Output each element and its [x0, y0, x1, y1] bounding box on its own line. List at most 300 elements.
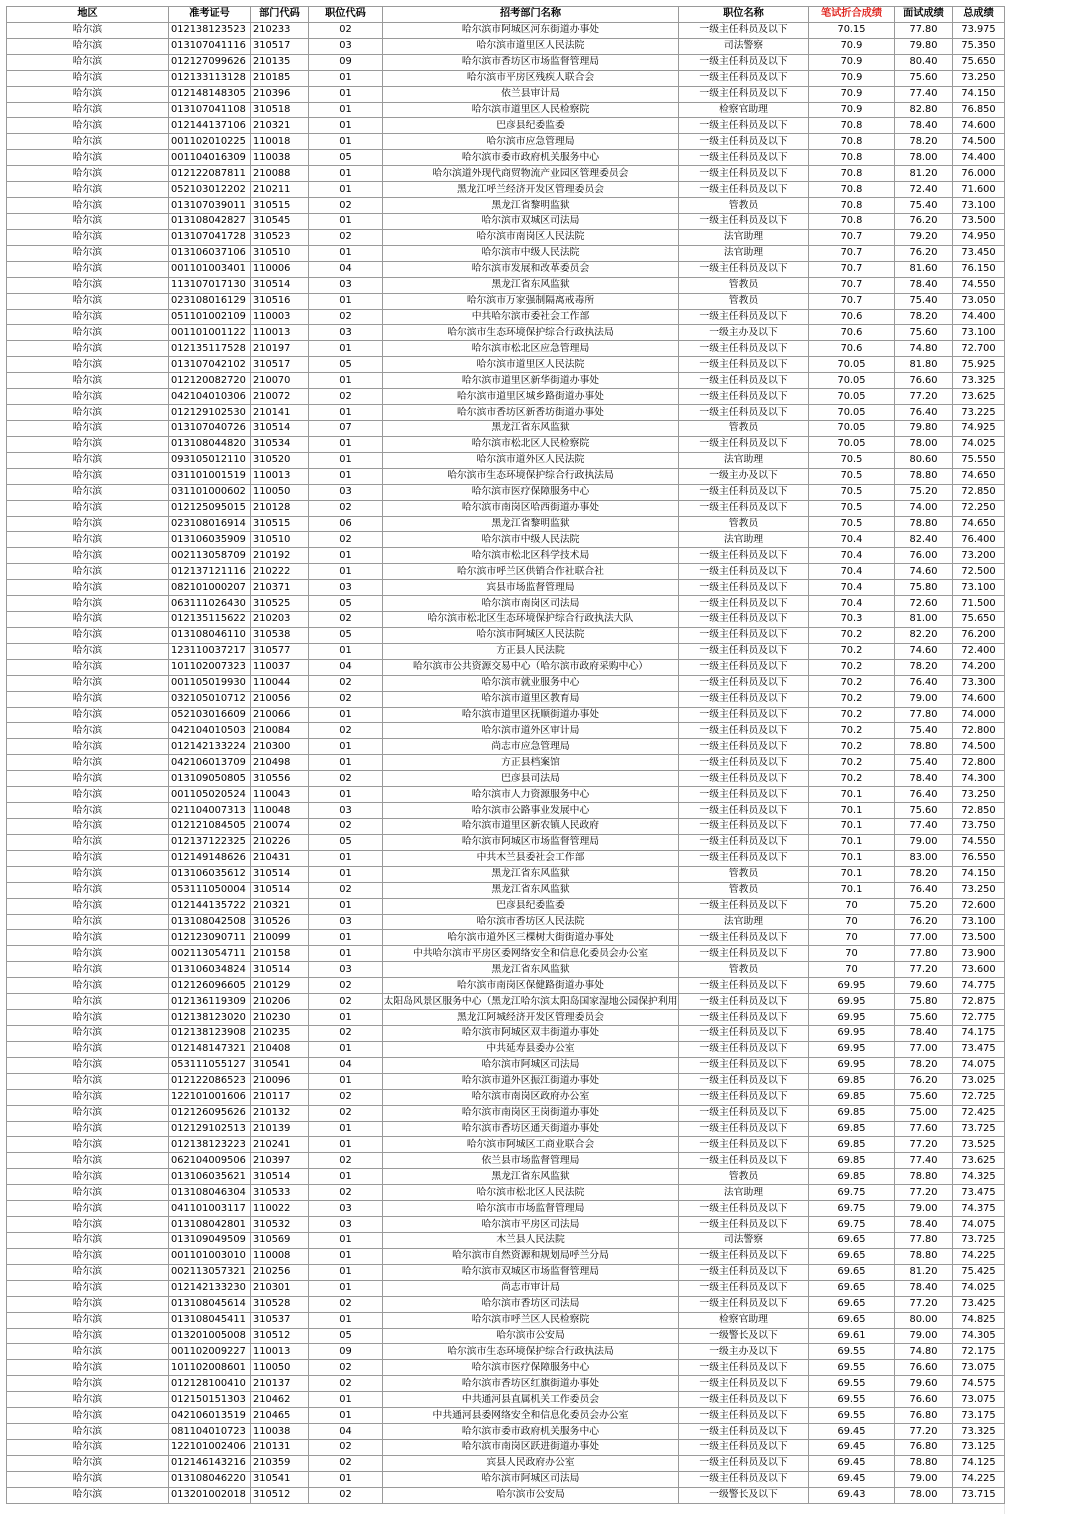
- cell-dept-name[interactable]: 中共通河县委网络安全和信息化委员会办公室: [383, 1408, 679, 1424]
- cell-total-score[interactable]: 74.225: [953, 1471, 1005, 1487]
- cell-dept-code[interactable]: 210185: [251, 70, 309, 86]
- cell-total-score[interactable]: 76.200: [953, 627, 1005, 643]
- cell-region[interactable]: 哈尔滨: [7, 229, 169, 245]
- cell-interview-score[interactable]: 78.20: [895, 309, 953, 325]
- cell-total-score[interactable]: 73.475: [953, 1041, 1005, 1057]
- cell-region[interactable]: 哈尔滨: [7, 277, 169, 293]
- cell-written-score[interactable]: 70.15: [809, 22, 895, 38]
- cell-total-score[interactable]: 73.025: [953, 1073, 1005, 1089]
- cell-position-code[interactable]: 02: [309, 309, 383, 325]
- cell-region[interactable]: 哈尔滨: [7, 198, 169, 214]
- cell-region[interactable]: 哈尔滨: [7, 612, 169, 628]
- cell-total-score[interactable]: 74.000: [953, 707, 1005, 723]
- cell-ticket-no[interactable]: 012122086523: [169, 1073, 251, 1089]
- cell-position-name[interactable]: 一级主任科员及以下: [679, 1105, 809, 1121]
- cell-position-name[interactable]: 一级主任科员及以下: [679, 1153, 809, 1169]
- cell-ticket-no[interactable]: 012137122325: [169, 834, 251, 850]
- cell-written-score[interactable]: 70.05: [809, 420, 895, 436]
- cell-region[interactable]: 哈尔滨: [7, 389, 169, 405]
- cell-written-score[interactable]: 70.2: [809, 627, 895, 643]
- cell-interview-score[interactable]: 75.60: [895, 325, 953, 341]
- header-written-score[interactable]: 笔试折合成绩: [809, 7, 895, 23]
- cell-dept-name[interactable]: 哈尔滨市道外区振江街道办事处: [383, 1073, 679, 1089]
- cell-position-code[interactable]: 02: [309, 1360, 383, 1376]
- cell-dept-name[interactable]: 黑龙江省东风监狱: [383, 962, 679, 978]
- cell-dept-code[interactable]: 210431: [251, 850, 309, 866]
- cell-ticket-no[interactable]: 001101001122: [169, 325, 251, 341]
- cell-total-score[interactable]: 74.575: [953, 1376, 1005, 1392]
- cell-position-code[interactable]: 02: [309, 22, 383, 38]
- cell-position-code[interactable]: 04: [309, 1424, 383, 1440]
- cell-ticket-no[interactable]: 032105010712: [169, 691, 251, 707]
- cell-interview-score[interactable]: 78.80: [895, 1455, 953, 1471]
- cell-total-score[interactable]: 74.025: [953, 436, 1005, 452]
- cell-dept-name[interactable]: 哈尔滨市应急管理局: [383, 134, 679, 150]
- cell-ticket-no[interactable]: 013201002018: [169, 1487, 251, 1503]
- cell-interview-score[interactable]: 75.40: [895, 755, 953, 771]
- cell-written-score[interactable]: 70.9: [809, 86, 895, 102]
- cell-written-score[interactable]: 70.9: [809, 102, 895, 118]
- cell-position-code[interactable]: 09: [309, 54, 383, 70]
- header-dept-code[interactable]: 部门代码: [251, 7, 309, 23]
- cell-position-name[interactable]: 一级主任科员及以下: [679, 1089, 809, 1105]
- cell-total-score[interactable]: 76.000: [953, 166, 1005, 182]
- cell-region[interactable]: 哈尔滨: [7, 819, 169, 835]
- cell-total-score[interactable]: 74.600: [953, 691, 1005, 707]
- cell-total-score[interactable]: 72.725: [953, 1089, 1005, 1105]
- cell-dept-code[interactable]: 310541: [251, 1057, 309, 1073]
- cell-position-code[interactable]: 02: [309, 1026, 383, 1042]
- cell-position-code[interactable]: 05: [309, 357, 383, 373]
- cell-interview-score[interactable]: 77.40: [895, 86, 953, 102]
- cell-position-name[interactable]: 管教员: [679, 962, 809, 978]
- cell-position-name[interactable]: 一级主任科员及以下: [679, 771, 809, 787]
- cell-region[interactable]: 哈尔滨: [7, 707, 169, 723]
- cell-dept-name[interactable]: 哈尔滨市南岗区跃进街道办事处: [383, 1439, 679, 1455]
- cell-ticket-no[interactable]: 012138123908: [169, 1026, 251, 1042]
- cell-dept-code[interactable]: 210321: [251, 118, 309, 134]
- cell-position-name[interactable]: 一级主办及以下: [679, 1344, 809, 1360]
- cell-position-code[interactable]: 01: [309, 1280, 383, 1296]
- cell-ticket-no[interactable]: 013201005008: [169, 1328, 251, 1344]
- cell-dept-code[interactable]: 310517: [251, 38, 309, 54]
- cell-position-code[interactable]: 01: [309, 86, 383, 102]
- cell-position-code[interactable]: 02: [309, 691, 383, 707]
- cell-written-score[interactable]: 69.45: [809, 1424, 895, 1440]
- cell-dept-code[interactable]: 210074: [251, 819, 309, 835]
- cell-interview-score[interactable]: 78.80: [895, 1169, 953, 1185]
- cell-total-score[interactable]: 73.715: [953, 1487, 1005, 1503]
- cell-position-name[interactable]: 一级主任科员及以下: [679, 150, 809, 166]
- cell-dept-name[interactable]: 哈尔滨市松北区生态环境保护综合行政执法大队: [383, 612, 679, 628]
- cell-dept-code[interactable]: 210096: [251, 1073, 309, 1089]
- cell-dept-name[interactable]: 哈尔滨市阿城区人民法院: [383, 627, 679, 643]
- cell-position-code[interactable]: 02: [309, 612, 383, 628]
- cell-dept-name[interactable]: 哈尔滨市委市政府机关服务中心: [383, 150, 679, 166]
- cell-total-score[interactable]: 74.175: [953, 1026, 1005, 1042]
- cell-position-code[interactable]: 01: [309, 755, 383, 771]
- cell-dept-name[interactable]: 哈尔滨市阿城区工商业联合会: [383, 1137, 679, 1153]
- cell-dept-name[interactable]: 哈尔滨市道外区审计局: [383, 723, 679, 739]
- cell-written-score[interactable]: 69.85: [809, 1169, 895, 1185]
- cell-region[interactable]: 哈尔滨: [7, 1010, 169, 1026]
- cell-written-score[interactable]: 69.85: [809, 1137, 895, 1153]
- cell-total-score[interactable]: 75.350: [953, 38, 1005, 54]
- cell-ticket-no[interactable]: 013107040726: [169, 420, 251, 436]
- cell-total-score[interactable]: 73.250: [953, 70, 1005, 86]
- cell-interview-score[interactable]: 74.80: [895, 1344, 953, 1360]
- cell-region[interactable]: 哈尔滨: [7, 564, 169, 580]
- cell-written-score[interactable]: 69.43: [809, 1487, 895, 1503]
- cell-total-score[interactable]: 72.800: [953, 755, 1005, 771]
- cell-position-name[interactable]: 一级主任科员及以下: [679, 1439, 809, 1455]
- cell-written-score[interactable]: 69.55: [809, 1344, 895, 1360]
- cell-dept-code[interactable]: 210462: [251, 1392, 309, 1408]
- cell-region[interactable]: 哈尔滨: [7, 1280, 169, 1296]
- cell-region[interactable]: 哈尔滨: [7, 755, 169, 771]
- cell-written-score[interactable]: 69.85: [809, 1121, 895, 1137]
- cell-region[interactable]: 哈尔滨: [7, 38, 169, 54]
- cell-ticket-no[interactable]: 013108045411: [169, 1312, 251, 1328]
- cell-written-score[interactable]: 69.55: [809, 1376, 895, 1392]
- cell-total-score[interactable]: 73.175: [953, 1408, 1005, 1424]
- cell-region[interactable]: 哈尔滨: [7, 357, 169, 373]
- cell-ticket-no[interactable]: 052103016609: [169, 707, 251, 723]
- cell-ticket-no[interactable]: 012142133224: [169, 739, 251, 755]
- cell-written-score[interactable]: 70.9: [809, 54, 895, 70]
- cell-written-score[interactable]: 70.1: [809, 787, 895, 803]
- cell-region[interactable]: 哈尔滨: [7, 1408, 169, 1424]
- cell-dept-name[interactable]: 巴彦县纪委监委: [383, 898, 679, 914]
- cell-dept-code[interactable]: 210226: [251, 834, 309, 850]
- cell-interview-score[interactable]: 78.80: [895, 739, 953, 755]
- cell-written-score[interactable]: 70.05: [809, 357, 895, 373]
- cell-region[interactable]: 哈尔滨: [7, 1026, 169, 1042]
- cell-interview-score[interactable]: 77.20: [895, 389, 953, 405]
- cell-written-score[interactable]: 69.55: [809, 1360, 895, 1376]
- cell-interview-score[interactable]: 77.40: [895, 819, 953, 835]
- cell-written-score[interactable]: 69.55: [809, 1408, 895, 1424]
- cell-written-score[interactable]: 70.05: [809, 389, 895, 405]
- cell-ticket-no[interactable]: 012144137106: [169, 118, 251, 134]
- cell-ticket-no[interactable]: 101102007323: [169, 659, 251, 675]
- cell-position-name[interactable]: 一级主任科员及以下: [679, 994, 809, 1010]
- cell-dept-code[interactable]: 210135: [251, 54, 309, 70]
- cell-position-code[interactable]: 01: [309, 866, 383, 882]
- cell-position-name[interactable]: 一级主任科员及以下: [679, 1137, 809, 1153]
- cell-dept-code[interactable]: 110022: [251, 1201, 309, 1217]
- cell-total-score[interactable]: 72.425: [953, 1105, 1005, 1121]
- cell-dept-name[interactable]: 哈尔滨市中级人民法院: [383, 532, 679, 548]
- cell-region[interactable]: 哈尔滨: [7, 978, 169, 994]
- cell-position-code[interactable]: 02: [309, 1439, 383, 1455]
- cell-region[interactable]: 哈尔滨: [7, 1328, 169, 1344]
- cell-position-name[interactable]: 司法警察: [679, 1232, 809, 1248]
- cell-dept-code[interactable]: 110050: [251, 1360, 309, 1376]
- cell-position-code[interactable]: 01: [309, 1073, 383, 1089]
- cell-written-score[interactable]: 69.85: [809, 1105, 895, 1121]
- cell-dept-name[interactable]: 哈尔滨市公安局: [383, 1328, 679, 1344]
- cell-interview-score[interactable]: 76.40: [895, 787, 953, 803]
- cell-position-name[interactable]: 一级主任科员及以下: [679, 22, 809, 38]
- cell-position-code[interactable]: 03: [309, 484, 383, 500]
- cell-written-score[interactable]: 69.95: [809, 1041, 895, 1057]
- cell-ticket-no[interactable]: 001102010225: [169, 134, 251, 150]
- cell-dept-name[interactable]: 哈尔滨市道里区新华街道办事处: [383, 373, 679, 389]
- cell-position-name[interactable]: 一级主任科员及以下: [679, 1217, 809, 1233]
- cell-ticket-no[interactable]: 042104010306: [169, 389, 251, 405]
- cell-dept-name[interactable]: 哈尔滨市自然资源和规划局呼兰分局: [383, 1248, 679, 1264]
- cell-position-code[interactable]: 07: [309, 420, 383, 436]
- cell-written-score[interactable]: 70.3: [809, 612, 895, 628]
- cell-position-code[interactable]: 05: [309, 1328, 383, 1344]
- cell-region[interactable]: 哈尔滨: [7, 866, 169, 882]
- cell-total-score[interactable]: 73.500: [953, 930, 1005, 946]
- cell-ticket-no[interactable]: 012133113128: [169, 70, 251, 86]
- cell-dept-name[interactable]: 黑龙江省东风监狱: [383, 277, 679, 293]
- cell-total-score[interactable]: 74.650: [953, 468, 1005, 484]
- cell-written-score[interactable]: 70.6: [809, 309, 895, 325]
- cell-total-score[interactable]: 74.150: [953, 86, 1005, 102]
- cell-total-score[interactable]: 74.500: [953, 134, 1005, 150]
- cell-ticket-no[interactable]: 013109050805: [169, 771, 251, 787]
- cell-interview-score[interactable]: 76.20: [895, 1073, 953, 1089]
- cell-total-score[interactable]: 72.875: [953, 994, 1005, 1010]
- cell-position-name[interactable]: 一级主任科员及以下: [679, 755, 809, 771]
- cell-region[interactable]: 哈尔滨: [7, 261, 169, 277]
- cell-position-code[interactable]: 01: [309, 643, 383, 659]
- cell-dept-code[interactable]: 210233: [251, 22, 309, 38]
- cell-written-score[interactable]: 70.2: [809, 771, 895, 787]
- cell-dept-code[interactable]: 210192: [251, 548, 309, 564]
- cell-position-code[interactable]: 05: [309, 627, 383, 643]
- cell-interview-score[interactable]: 77.20: [895, 1137, 953, 1153]
- cell-region[interactable]: 哈尔滨: [7, 532, 169, 548]
- cell-dept-code[interactable]: 110006: [251, 261, 309, 277]
- cell-position-name[interactable]: 一级主任科员及以下: [679, 54, 809, 70]
- cell-dept-code[interactable]: 310528: [251, 1296, 309, 1312]
- cell-dept-code[interactable]: 210070: [251, 373, 309, 389]
- cell-region[interactable]: 哈尔滨: [7, 1137, 169, 1153]
- cell-region[interactable]: 哈尔滨: [7, 723, 169, 739]
- cell-ticket-no[interactable]: 012123090711: [169, 930, 251, 946]
- cell-dept-code[interactable]: 110038: [251, 150, 309, 166]
- cell-position-name[interactable]: 一级主任科员及以下: [679, 930, 809, 946]
- cell-dept-code[interactable]: 310514: [251, 277, 309, 293]
- cell-position-name[interactable]: 一级主任科员及以下: [679, 1296, 809, 1312]
- cell-written-score[interactable]: 70: [809, 930, 895, 946]
- header-ticket-no[interactable]: 准考证号: [169, 7, 251, 23]
- cell-dept-code[interactable]: 210131: [251, 1439, 309, 1455]
- cell-position-name[interactable]: 一级主任科员及以下: [679, 1026, 809, 1042]
- cell-position-code[interactable]: 03: [309, 1201, 383, 1217]
- cell-dept-name[interactable]: 哈尔滨市南岗区人民法院: [383, 229, 679, 245]
- cell-dept-code[interactable]: 310532: [251, 1217, 309, 1233]
- cell-position-code[interactable]: 05: [309, 834, 383, 850]
- cell-ticket-no[interactable]: 013108042508: [169, 914, 251, 930]
- cell-written-score[interactable]: 70.05: [809, 373, 895, 389]
- cell-position-code[interactable]: 04: [309, 261, 383, 277]
- cell-written-score[interactable]: 69.95: [809, 1057, 895, 1073]
- cell-region[interactable]: 哈尔滨: [7, 1185, 169, 1201]
- cell-total-score[interactable]: 73.100: [953, 198, 1005, 214]
- cell-region[interactable]: 哈尔滨: [7, 436, 169, 452]
- cell-ticket-no[interactable]: 052103012202: [169, 182, 251, 198]
- cell-dept-name[interactable]: 哈尔滨市医疗保障服务中心: [383, 1360, 679, 1376]
- cell-dept-code[interactable]: 110037: [251, 659, 309, 675]
- cell-total-score[interactable]: 71.600: [953, 182, 1005, 198]
- cell-position-code[interactable]: 01: [309, 1041, 383, 1057]
- cell-region[interactable]: 哈尔滨: [7, 1455, 169, 1471]
- cell-ticket-no[interactable]: 013106037106: [169, 245, 251, 261]
- cell-dept-code[interactable]: 310510: [251, 532, 309, 548]
- cell-region[interactable]: 哈尔滨: [7, 54, 169, 70]
- cell-written-score[interactable]: 70.5: [809, 516, 895, 532]
- cell-written-score[interactable]: 70.2: [809, 691, 895, 707]
- cell-dept-code[interactable]: 310533: [251, 1185, 309, 1201]
- cell-position-code[interactable]: 03: [309, 1217, 383, 1233]
- cell-total-score[interactable]: 76.850: [953, 102, 1005, 118]
- cell-position-code[interactable]: 01: [309, 548, 383, 564]
- cell-interview-score[interactable]: 81.60: [895, 261, 953, 277]
- cell-ticket-no[interactable]: 012129102530: [169, 405, 251, 421]
- cell-interview-score[interactable]: 76.60: [895, 1392, 953, 1408]
- cell-dept-name[interactable]: 巴彦县纪委监委: [383, 118, 679, 134]
- cell-dept-name[interactable]: 哈尔滨市双城区司法局: [383, 213, 679, 229]
- cell-ticket-no[interactable]: 012142133230: [169, 1280, 251, 1296]
- cell-ticket-no[interactable]: 062104009506: [169, 1153, 251, 1169]
- cell-ticket-no[interactable]: 002113057321: [169, 1264, 251, 1280]
- cell-region[interactable]: 哈尔滨: [7, 643, 169, 659]
- cell-region[interactable]: 哈尔滨: [7, 166, 169, 182]
- cell-position-name[interactable]: 一级主任科员及以下: [679, 1057, 809, 1073]
- cell-ticket-no[interactable]: 001105020524: [169, 787, 251, 803]
- cell-position-name[interactable]: 一级主任科员及以下: [679, 1010, 809, 1026]
- cell-ticket-no[interactable]: 122101002406: [169, 1439, 251, 1455]
- cell-dept-code[interactable]: 310518: [251, 102, 309, 118]
- cell-dept-code[interactable]: 210359: [251, 1455, 309, 1471]
- cell-interview-score[interactable]: 79.60: [895, 1376, 953, 1392]
- cell-written-score[interactable]: 69.85: [809, 1073, 895, 1089]
- cell-region[interactable]: 哈尔滨: [7, 341, 169, 357]
- cell-ticket-no[interactable]: 012138123020: [169, 1010, 251, 1026]
- cell-position-name[interactable]: 法官助理: [679, 245, 809, 261]
- cell-written-score[interactable]: 70.7: [809, 293, 895, 309]
- cell-region[interactable]: 哈尔滨: [7, 898, 169, 914]
- cell-total-score[interactable]: 74.400: [953, 150, 1005, 166]
- cell-written-score[interactable]: 69.95: [809, 978, 895, 994]
- cell-interview-score[interactable]: 75.60: [895, 1089, 953, 1105]
- cell-ticket-no[interactable]: 013107039011: [169, 198, 251, 214]
- cell-dept-name[interactable]: 哈尔滨市呼兰区人民检察院: [383, 1312, 679, 1328]
- cell-written-score[interactable]: 70.7: [809, 277, 895, 293]
- cell-dept-code[interactable]: 210498: [251, 755, 309, 771]
- cell-dept-name[interactable]: 哈尔滨市医疗保障服务中心: [383, 484, 679, 500]
- cell-total-score[interactable]: 72.175: [953, 1344, 1005, 1360]
- cell-interview-score[interactable]: 75.60: [895, 70, 953, 86]
- cell-position-code[interactable]: 02: [309, 1153, 383, 1169]
- cell-position-name[interactable]: 一级主办及以下: [679, 468, 809, 484]
- cell-dept-code[interactable]: 110003: [251, 309, 309, 325]
- cell-interview-score[interactable]: 81.20: [895, 166, 953, 182]
- cell-dept-name[interactable]: 哈尔滨市香坊区通天街道办事处: [383, 1121, 679, 1137]
- cell-position-name[interactable]: 一级主任科员及以下: [679, 1424, 809, 1440]
- cell-total-score[interactable]: 74.550: [953, 277, 1005, 293]
- cell-position-name[interactable]: 一级主任科员及以下: [679, 946, 809, 962]
- cell-interview-score[interactable]: 75.40: [895, 198, 953, 214]
- cell-dept-name[interactable]: 哈尔滨市万家强制隔离戒毒所: [383, 293, 679, 309]
- cell-dept-code[interactable]: 210397: [251, 1153, 309, 1169]
- cell-region[interactable]: 哈尔滨: [7, 182, 169, 198]
- cell-dept-code[interactable]: 310526: [251, 914, 309, 930]
- cell-ticket-no[interactable]: 012135115622: [169, 612, 251, 628]
- cell-written-score[interactable]: 69.95: [809, 994, 895, 1010]
- cell-ticket-no[interactable]: 013108046110: [169, 627, 251, 643]
- cell-dept-name[interactable]: 哈尔滨市道里区城乡路街道办事处: [383, 389, 679, 405]
- cell-region[interactable]: 哈尔滨: [7, 245, 169, 261]
- cell-dept-code[interactable]: 210117: [251, 1089, 309, 1105]
- cell-dept-name[interactable]: 哈尔滨市就业服务中心: [383, 675, 679, 691]
- cell-dept-code[interactable]: 310534: [251, 436, 309, 452]
- cell-dept-code[interactable]: 210132: [251, 1105, 309, 1121]
- cell-interview-score[interactable]: 78.80: [895, 468, 953, 484]
- cell-region[interactable]: 哈尔滨: [7, 850, 169, 866]
- cell-dept-code[interactable]: 210084: [251, 723, 309, 739]
- cell-total-score[interactable]: 74.075: [953, 1217, 1005, 1233]
- cell-written-score[interactable]: 69.45: [809, 1471, 895, 1487]
- cell-dept-code[interactable]: 210066: [251, 707, 309, 723]
- cell-position-name[interactable]: 一级主任科员及以下: [679, 182, 809, 198]
- cell-total-score[interactable]: 73.300: [953, 675, 1005, 691]
- cell-total-score[interactable]: 74.125: [953, 1455, 1005, 1471]
- cell-position-code[interactable]: 06: [309, 516, 383, 532]
- cell-interview-score[interactable]: 74.60: [895, 564, 953, 580]
- cell-ticket-no[interactable]: 012149148626: [169, 850, 251, 866]
- cell-dept-name[interactable]: 方正县档案馆: [383, 755, 679, 771]
- cell-dept-code[interactable]: 310569: [251, 1232, 309, 1248]
- cell-interview-score[interactable]: 81.20: [895, 1264, 953, 1280]
- cell-region[interactable]: 哈尔滨: [7, 739, 169, 755]
- cell-written-score[interactable]: 70.5: [809, 468, 895, 484]
- cell-position-name[interactable]: 一级主任科员及以下: [679, 739, 809, 755]
- cell-ticket-no[interactable]: 012144135722: [169, 898, 251, 914]
- cell-ticket-no[interactable]: 012122087811: [169, 166, 251, 182]
- cell-total-score[interactable]: 73.500: [953, 213, 1005, 229]
- cell-ticket-no[interactable]: 013109049509: [169, 1232, 251, 1248]
- cell-dept-code[interactable]: 210129: [251, 978, 309, 994]
- cell-dept-code[interactable]: 210128: [251, 500, 309, 516]
- cell-interview-score[interactable]: 74.00: [895, 500, 953, 516]
- cell-position-name[interactable]: 管教员: [679, 866, 809, 882]
- cell-total-score[interactable]: 73.975: [953, 22, 1005, 38]
- cell-ticket-no[interactable]: 101102008601: [169, 1360, 251, 1376]
- cell-total-score[interactable]: 75.550: [953, 452, 1005, 468]
- cell-ticket-no[interactable]: 051101002109: [169, 309, 251, 325]
- cell-written-score[interactable]: 70.1: [809, 882, 895, 898]
- cell-region[interactable]: 哈尔滨: [7, 293, 169, 309]
- cell-total-score[interactable]: 73.725: [953, 1232, 1005, 1248]
- cell-dept-name[interactable]: 黑龙江阿城经济开发区管理委员会: [383, 1010, 679, 1026]
- cell-interview-score[interactable]: 77.60: [895, 1121, 953, 1137]
- cell-written-score[interactable]: 70.8: [809, 150, 895, 166]
- cell-ticket-no[interactable]: 013107041108: [169, 102, 251, 118]
- cell-position-code[interactable]: 02: [309, 1455, 383, 1471]
- cell-region[interactable]: 哈尔滨: [7, 452, 169, 468]
- cell-dept-name[interactable]: 哈尔滨市松北区人民检察院: [383, 436, 679, 452]
- cell-written-score[interactable]: 70.05: [809, 405, 895, 421]
- cell-dept-code[interactable]: 110013: [251, 1344, 309, 1360]
- cell-dept-name[interactable]: 黑龙江省东风监狱: [383, 866, 679, 882]
